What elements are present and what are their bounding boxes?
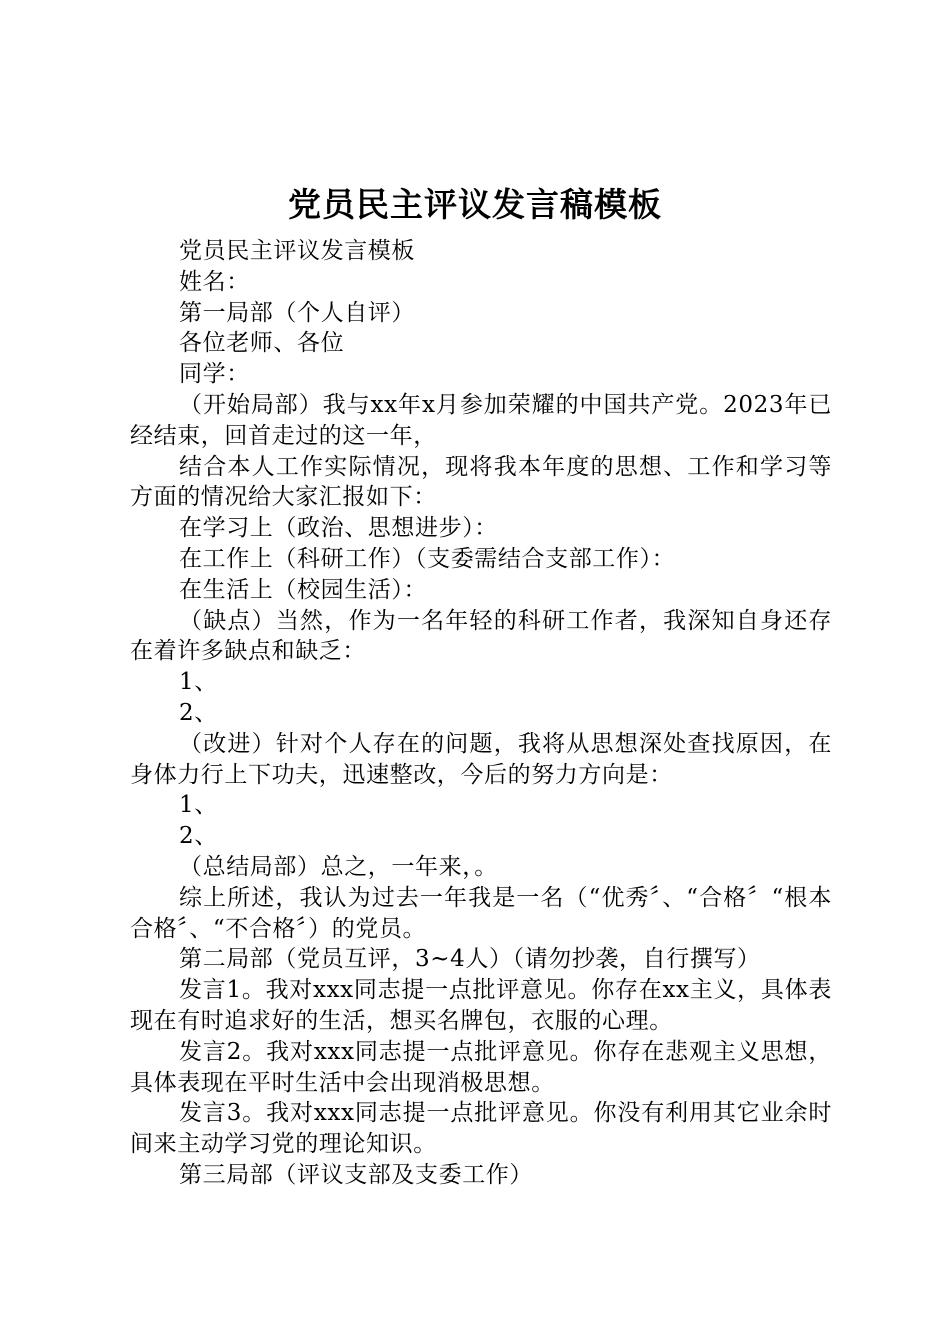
paragraph: 发言1。我对xxx同志提一点批评意见。你存在xx主义，具体表现在有时追求好的生活，想买名牌包，衣服的心理。 <box>130 977 832 1034</box>
paragraph: 在生活上（校园生活）： <box>179 576 428 603</box>
paragraph: 综上所述，我认为过去一年我是一名（“优秀〞、“合格〞“根本合格〞、“不合格〞）的党员。 <box>130 884 832 942</box>
section-heading: 第一局部（个人自评） <box>179 299 415 326</box>
document-body <box>130 236 832 1191</box>
paragraph: 发言3。我对xxx同志提一点批评意见。你没有利用其它业余时间来主动学习党的理论知识。 <box>130 1100 832 1158</box>
list-item: 2、 <box>179 699 218 726</box>
paragraph: 结合本人工作实际情况，现将我本年度的思想、工作和学习等方面的情况给大家汇报如下： <box>130 453 832 511</box>
paragraph: （改进）针对个人存在的问题，我将从思想深处查找原因，在身体力行上下功夫，迅速整改，今后的努力方向是： <box>130 730 832 788</box>
paragraph: 同学： <box>179 361 250 388</box>
list-item: 1、 <box>179 792 218 819</box>
paragraph: 各位老师、各位 <box>179 330 345 357</box>
paragraph: 发言2。我对xxx同志提一点批评意见。你存在悲观主义思想，具体表现在平时生活中会出现消极思想。 <box>130 1038 832 1096</box>
document-title: 党员民主评议发言稿模板 <box>288 185 662 224</box>
paragraph: （总结局部）总之，一年来，。 <box>179 853 498 880</box>
section-heading: 第二局部（党员互评，3~4人）（请勿抄袭，自行撰写） <box>179 946 761 973</box>
paragraph: （缺点）当然，作为一名年轻的科研工作者，我深知自身还存在着许多缺点和缺乏： <box>130 607 832 665</box>
paragraph: 党员民主评议发言模板 <box>179 238 415 264</box>
paragraph: 姓名： <box>179 268 250 295</box>
paragraph: （开始局部）我与xx年x月参加荣耀的中国共产党。2023年已经结束，回首走过的这一年， <box>130 391 832 449</box>
paragraph: 在学习上（政治、思想进步）： <box>179 515 498 542</box>
paragraph: 在工作上（科研工作）（支委需结合支部工作）： <box>179 545 676 572</box>
list-item: 1、 <box>179 669 218 696</box>
list-item: 2、 <box>179 823 218 850</box>
section-heading: 第三局部（评议支部及支委工作） <box>179 1161 533 1188</box>
